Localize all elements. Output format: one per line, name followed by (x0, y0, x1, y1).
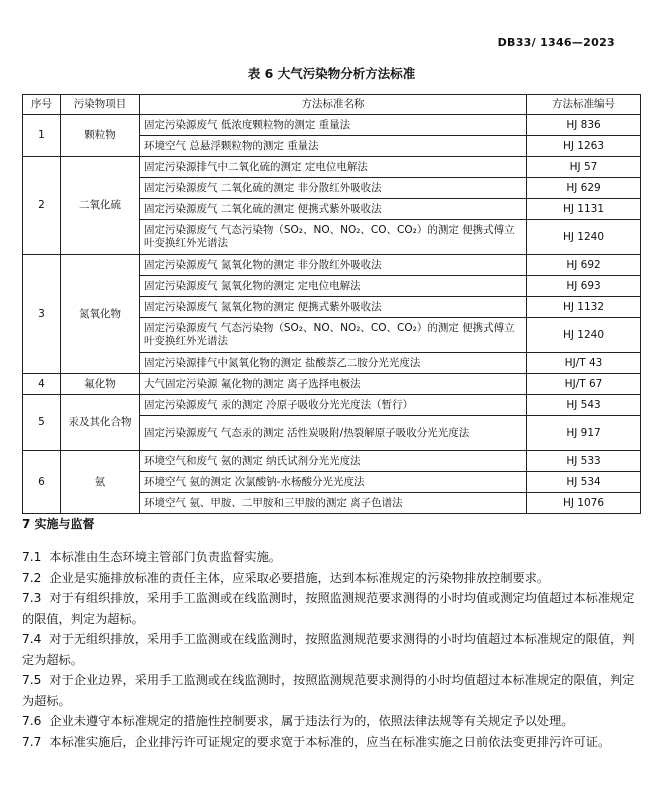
column-header: 污染物项目 (61, 95, 140, 115)
method-name: 固定污染源废气 氮氧化物的测定 便携式紫外吸收法 (140, 297, 527, 318)
method-name: 固定污染源废气 气态污染物（SO₂、NO、NO₂、CO、CO₂）的测定 便携式傅立叶变换红外光谱法 (140, 220, 527, 255)
pollutant-name: 汞及其化合物 (61, 395, 140, 451)
method-name: 固定污染源废气 氮氧化物的测定 非分散红外吸收法 (140, 255, 527, 276)
method-name: 环境空气 总悬浮颗粒物的测定 重量法 (140, 136, 527, 157)
method-code: HJ 543 (527, 395, 641, 416)
clause-text: 企业未遵守本标准规定的措施性控制要求，属于违法行为的，依照法律法规等有关规定予以处理。 (49, 714, 574, 728)
pollutant-name: 氨 (61, 451, 140, 514)
method-name: 固定污染源排气中二氧化硫的测定 定电位电解法 (140, 157, 527, 178)
clause (22, 670, 640, 711)
row-number: 4 (23, 374, 61, 395)
method-code: HJ 1240 (527, 220, 641, 255)
table-row (23, 451, 641, 472)
method-name: 固定污染源废气 气态污染物（SO₂、NO、NO₂、CO、CO₂）的测定 便携式傅立叶变换红外光谱法 (140, 318, 527, 353)
method-name: 固定污染源废气 二氧化硫的测定 便携式紫外吸收法 (140, 199, 527, 220)
method-name: 固定污染源废气 低浓度颗粒物的测定 重量法 (140, 115, 527, 136)
method-code: HJ 693 (527, 276, 641, 297)
table-body (23, 115, 641, 514)
row-number: 1 (23, 115, 61, 157)
method-code: HJ 533 (527, 451, 641, 472)
method-code: HJ 57 (527, 157, 641, 178)
clause-number: 7.2 (22, 570, 42, 585)
pollutant-name: 氮氧化物 (61, 255, 140, 374)
clause-text: 对于无组织排放，采用手工监测或在线监测时，按照监测规范要求测得的小时均值超过本标准规定的限值，判定为超标。 (22, 632, 635, 667)
clause (22, 588, 640, 629)
table-title: 表 6 大气污染物分析方法标准 (247, 66, 416, 81)
method-code: HJ/T 43 (527, 353, 641, 374)
method-code: HJ 629 (527, 178, 641, 199)
method-code: HJ 836 (527, 115, 641, 136)
method-name: 环境空气 氨的测定 次氯酸钠-水杨酸分光光度法 (140, 472, 527, 493)
method-code: HJ 917 (527, 416, 641, 451)
method-code: HJ 1132 (527, 297, 641, 318)
clause-number: 7.4 (22, 632, 42, 646)
table-row (23, 374, 641, 395)
clause-number: 7.3 (22, 591, 42, 605)
method-code: HJ 1240 (527, 318, 641, 353)
clause-number: 7.5 (22, 673, 42, 687)
clause-number: 7.6 (22, 714, 42, 728)
method-name: 环境空气和废气 氨的测定 纳氏试剂分光光度法 (140, 451, 527, 472)
clause (22, 629, 640, 670)
row-number: 5 (23, 395, 61, 451)
column-header: 方法标准名称 (140, 95, 527, 115)
table-row (23, 115, 641, 136)
method-code: HJ 1076 (527, 493, 641, 514)
column-header: 序号 (23, 95, 61, 115)
method-name: 固定污染源废气 二氧化硫的测定 非分散红外吸收法 (140, 178, 527, 199)
row-number: 3 (23, 255, 61, 374)
table-row (23, 157, 641, 178)
method-code: HJ 1263 (527, 136, 641, 157)
table-row (23, 395, 641, 416)
clause-text: 对于有组织排放，采用手工监测或在线监测时，按照监测规范要求测得的小时均值或测定均值超过本标准规定的限值，判定为超标。 (22, 591, 635, 626)
clause-text: 本标准由生态环境主管部门负责监督实施。 (49, 550, 281, 564)
method-code: HJ 692 (527, 255, 641, 276)
column-header: 方法标准编号 (527, 95, 641, 115)
clause-text: 企业是实施排放标准的责任主体，应采取必要措施，达到本标准规定的污染物排放控制要求。 (49, 570, 550, 585)
pollutant-name: 二氧化硫 (61, 157, 140, 255)
pollutant-name: 颗粒物 (61, 115, 140, 157)
clause-text: 对于企业边界，采用手工监测或在线监测时，按照监测规范要求测得的小时均值超过本标准规定的限值，判定为超标。 (22, 673, 635, 708)
row-number: 6 (23, 451, 61, 514)
table-header-row (23, 95, 641, 115)
method-code: HJ 534 (527, 472, 641, 493)
method-name: 固定污染源废气 气态汞的测定 活性炭吸附/热裂解原子吸收分光光度法 (140, 416, 527, 451)
method-name: 固定污染源排气中氮氧化物的测定 盐酸萘乙二胺分光光度法 (140, 353, 527, 374)
row-number: 2 (23, 157, 61, 255)
method-code: HJ 1131 (527, 199, 641, 220)
pollutant-name: 氟化物 (61, 374, 140, 395)
method-name: 固定污染源废气 汞的测定 冷原子吸收分光光度法（暂行） (140, 395, 527, 416)
clause (22, 711, 640, 732)
clause-list (22, 547, 640, 752)
method-name: 环境空气 氨、甲胺、二甲胺和三甲胺的测定 离子色谱法 (140, 493, 527, 514)
document-code: DB33/ 1346—2023 (497, 36, 615, 49)
clause (22, 547, 640, 568)
table-row (23, 255, 641, 276)
clause (22, 568, 640, 589)
clause-number: 7.7 (22, 734, 42, 749)
method-name: 大气固定污染源 氟化物的测定 离子选择电极法 (140, 374, 527, 395)
clause-text: 本标准实施后，企业排污许可证规定的要求宽于本标准的，应当在标准实施之日前依法变更排污许可证。 (49, 734, 611, 749)
clause (22, 732, 640, 753)
clause-number: 7.1 (22, 550, 42, 564)
method-code: HJ/T 67 (527, 374, 641, 395)
section-heading: 7 实施与监督 (22, 517, 95, 531)
method-standards-table (22, 94, 641, 514)
method-name: 固定污染源废气 氮氧化物的测定 定电位电解法 (140, 276, 527, 297)
